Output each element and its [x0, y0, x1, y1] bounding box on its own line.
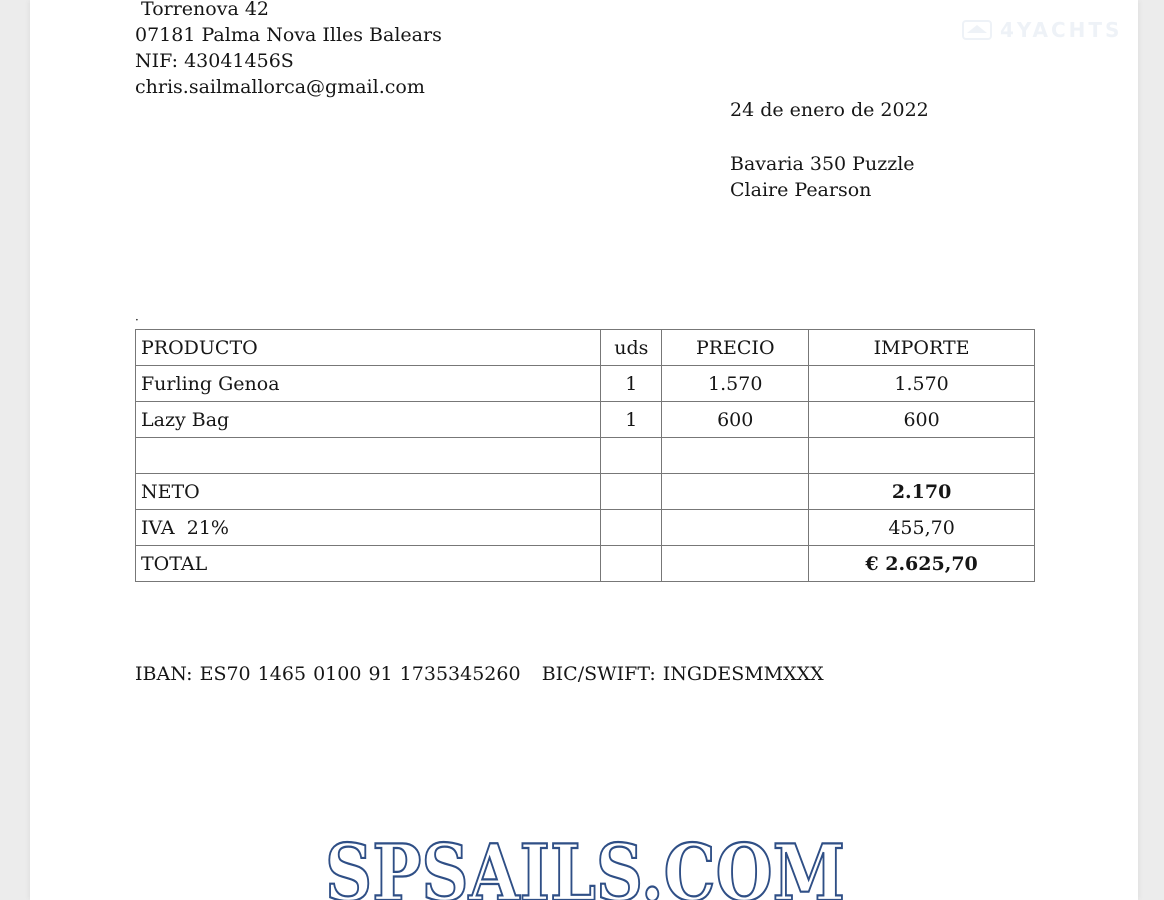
net-label: NETO	[136, 474, 601, 510]
sender-city: 07181 Palma Nova Illes Balears	[135, 24, 442, 46]
item-product: Lazy Bag	[136, 402, 601, 438]
bank-details	[135, 663, 824, 685]
yacht-logo-icon	[962, 19, 992, 41]
sender-nif: NIF: 43041456S	[135, 50, 294, 72]
header-units: uds	[601, 330, 662, 366]
invoice-date: 24 de enero de 2022	[730, 99, 929, 121]
sender-email: chris.sailmallorca@gmail.com	[135, 76, 425, 98]
total-label: TOTAL	[136, 546, 601, 582]
top-watermark	[962, 18, 1122, 42]
header-price: PRECIO	[662, 330, 809, 366]
net-value: 2.170	[809, 474, 1035, 510]
iban-text: IBAN: ES70 1465 0100 91 1735345260	[135, 663, 521, 685]
header-product: PRODUCTO	[136, 330, 601, 366]
table-row	[136, 402, 1035, 438]
item-price: 600	[662, 402, 809, 438]
sender-address	[135, 0, 442, 100]
sender-street: Torrenova 42	[141, 0, 269, 20]
recipient-name: Claire Pearson	[730, 179, 872, 201]
invoice-page	[30, 0, 1138, 900]
table-header-row	[136, 330, 1035, 366]
total-row	[136, 546, 1035, 582]
item-units: 1	[601, 366, 662, 402]
table-row	[136, 366, 1035, 402]
item-amount: 600	[809, 402, 1035, 438]
total-value: € 2.625,70	[809, 546, 1035, 582]
vat-label: IVA 21%	[136, 510, 601, 546]
top-watermark-text: 4YACHTS	[1000, 18, 1123, 42]
net-row	[136, 474, 1035, 510]
recipient-boat: Bavaria 350 Puzzle	[730, 153, 915, 175]
vat-value: 455,70	[809, 510, 1035, 546]
recipient-block	[730, 151, 915, 203]
item-units: 1	[601, 402, 662, 438]
spsails-watermark	[325, 836, 885, 900]
item-price: 1.570	[662, 366, 809, 402]
empty-row	[136, 438, 1035, 474]
bic-text: BIC/SWIFT: INGDESMMXXX	[541, 663, 824, 685]
vat-row	[136, 510, 1035, 546]
item-amount: 1.570	[809, 366, 1035, 402]
stray-dot: ·	[135, 313, 139, 327]
header-amount: IMPORTE	[809, 330, 1035, 366]
item-product: Furling Genoa	[136, 366, 601, 402]
spsails-watermark-text: SPSAILS.COM	[325, 836, 845, 900]
invoice-table	[135, 329, 1035, 582]
